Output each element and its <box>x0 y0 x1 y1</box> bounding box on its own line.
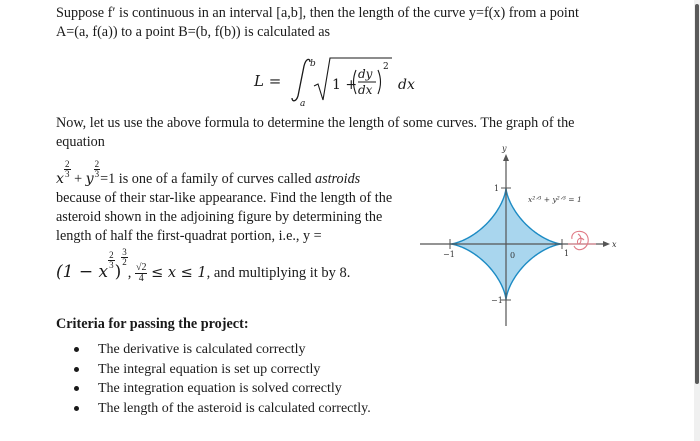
half-quadrant-expression <box>56 248 350 284</box>
x-axis-label: x <box>612 240 617 249</box>
integral-lower-limit: a <box>300 99 306 109</box>
y-axis-arrow <box>503 154 509 161</box>
expr-comma: , <box>127 265 132 281</box>
eq-y: y <box>85 171 94 187</box>
x-axis-arrow <box>603 241 610 247</box>
x-tick-1: 1 <box>564 249 570 258</box>
eq-rest: =1 is one of a family of curves called <box>100 171 312 187</box>
astroid-graph <box>410 144 620 330</box>
derivative-numerator: dy <box>358 67 373 81</box>
formula-lhs: L = <box>254 72 282 90</box>
astroid-equation-label: x²ᐟ³ + y²ᐟ³ = 1 <box>528 195 582 204</box>
right-paren <box>378 70 381 94</box>
expr-close: ) <box>114 262 122 282</box>
intro-line-1: Suppose f′ is continuous in an interval [a,b], then the length of the curve y=f(x) from a point <box>56 5 579 21</box>
criteria-item: The length of the asteroid is calculated correctly. <box>62 399 371 419</box>
x-tick-neg1: −1 <box>443 250 455 259</box>
arc-length-formula <box>252 52 432 110</box>
now-line-2: equation <box>56 134 105 150</box>
astroid-paragraph <box>56 160 406 246</box>
y-axis-label: y <box>502 144 507 153</box>
astroid-line-4: length of half the first-quadrat portion, i.e., y = <box>56 228 322 244</box>
eq-y-exponent: $\frac{2}{3}$ <box>94 159 100 179</box>
formula-one-plus: 1 + <box>332 77 358 93</box>
criteria-item: The integral equation is set up correctly <box>62 360 371 380</box>
expr-outer-exponent: $\frac{3}{2}$ <box>122 247 127 267</box>
y-tick-1: 1 <box>494 184 500 193</box>
expr-inner-exponent: $\frac{2}{3}$ <box>109 250 114 270</box>
criteria-list <box>62 340 371 418</box>
expr-tail: , and multiplying it by 8. <box>206 265 351 281</box>
astroids-word: astroids <box>314 171 361 187</box>
square-exponent: 2 <box>383 62 389 72</box>
intro-line-2: A=(a, f(a)) to a point B=(b, f(b)) is calculated as <box>56 24 331 40</box>
derivative-denominator: dx <box>358 83 373 97</box>
astroid-line-3: asteroid shown in the adjoining figure by determining the <box>56 209 383 225</box>
eq-x: x <box>56 171 65 187</box>
expr-range: ≤ x ≤ 1 <box>151 265 207 281</box>
eq-plus: + <box>74 171 83 187</box>
now-line-1: Now, let us use the above formula to determine the length of some curves. The graph of the <box>56 115 575 131</box>
astroid-line-2: because of their star-like appearance. Find the length of the <box>56 190 393 206</box>
scrollbar-thumb[interactable] <box>695 4 699 384</box>
criteria-title: Criteria for passing the project: <box>56 316 249 332</box>
formula-dx: dx <box>398 77 415 93</box>
astroid-equation-line <box>56 160 406 189</box>
red-scribble-annotation <box>568 231 596 249</box>
origin-label: 0 <box>510 251 516 260</box>
y-tick-neg1: −1 <box>491 296 503 305</box>
expr-sqrt2-over-4: $\frac{√2}{4}$ <box>135 262 147 285</box>
criteria-item: The integration equation is solved correctly <box>62 379 371 399</box>
integral-upper-limit: b <box>310 59 316 69</box>
intro-paragraph <box>56 4 579 42</box>
criteria-item: The derivative is calculated correctly <box>62 340 371 360</box>
eq-x-exponent: $\frac{2}{3}$ <box>65 159 70 179</box>
expr-open: (1 − x <box>56 262 109 282</box>
vertical-scrollbar[interactable] <box>694 0 700 441</box>
integral-sign <box>292 59 310 100</box>
